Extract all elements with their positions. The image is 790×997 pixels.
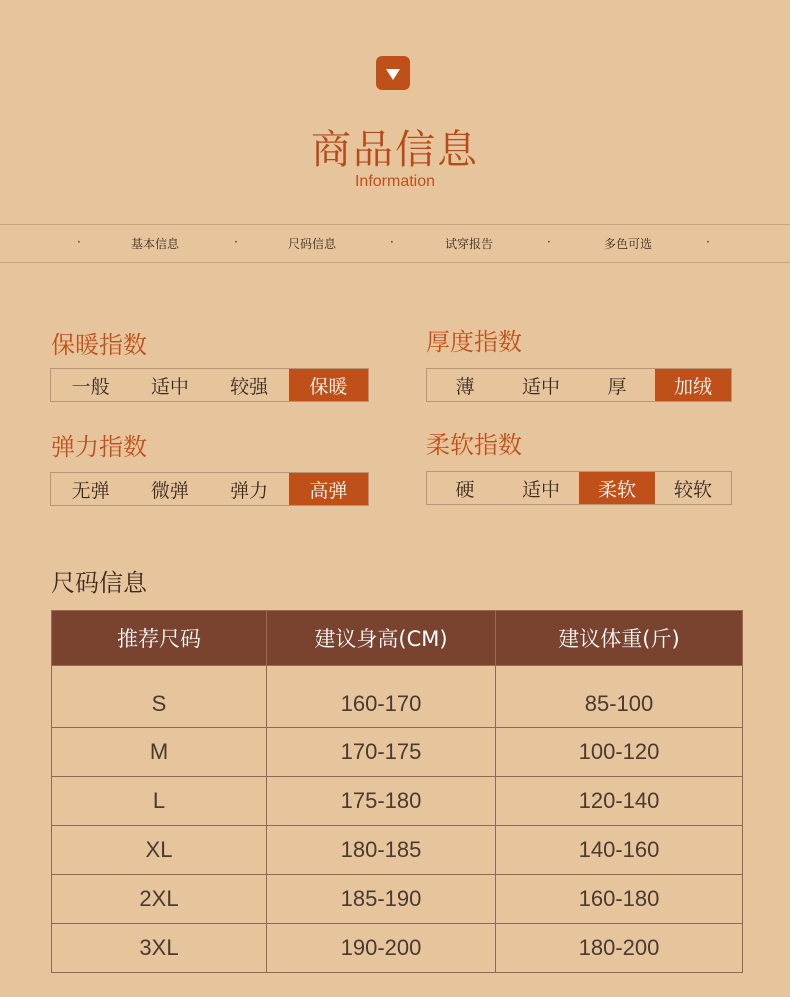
height-cell: 185-190 xyxy=(267,875,496,924)
size-cell: 2XL xyxy=(52,875,267,924)
warmth-option: 适中 xyxy=(150,375,189,398)
header-suggested-weight: 建议体重(斤) xyxy=(496,611,743,666)
size-table xyxy=(51,610,743,973)
height-cell: 160-170 xyxy=(267,666,496,728)
thickness-option: 厚 xyxy=(607,375,627,398)
weight-cell: 160-180 xyxy=(496,875,743,924)
table-row xyxy=(52,666,743,728)
elasticity-option: 高弹 xyxy=(289,473,368,505)
table-row xyxy=(52,728,743,777)
page-title: 商品信息 xyxy=(311,127,479,173)
height-cell: 170-175 xyxy=(267,728,496,777)
page-subtitle: Information xyxy=(354,173,436,190)
size-cell: S xyxy=(52,666,267,728)
softness-option: 较软 xyxy=(673,478,712,501)
warmth-index-bar xyxy=(50,368,369,402)
nav-separator: · xyxy=(390,235,394,249)
weight-cell: 180-200 xyxy=(496,924,743,973)
thickness-option: 适中 xyxy=(521,375,560,398)
table-row xyxy=(52,777,743,826)
thickness-option: 加绒 xyxy=(655,369,731,401)
nav-item-multi-color[interactable]: 多色可选 xyxy=(603,237,653,251)
weight-cell: 120-140 xyxy=(496,777,743,826)
nav-separator: · xyxy=(234,235,238,249)
nav-separator: · xyxy=(706,235,710,249)
table-row xyxy=(52,826,743,875)
elasticity-index-bar xyxy=(50,472,369,506)
softness-index-title: 柔软指数 xyxy=(426,431,522,459)
weight-cell: 85-100 xyxy=(496,666,743,728)
header-suggested-height: 建议身高(CM) xyxy=(267,611,496,666)
elasticity-option: 无弹 xyxy=(71,479,110,502)
softness-index-bar xyxy=(426,471,732,505)
elasticity-index-title: 弹力指数 xyxy=(51,433,147,461)
nav-separator: · xyxy=(77,235,81,249)
warmth-option: 一般 xyxy=(71,375,110,398)
size-table-header xyxy=(52,611,743,666)
size-cell: M xyxy=(52,728,267,777)
height-cell: 175-180 xyxy=(267,777,496,826)
height-cell: 180-185 xyxy=(267,826,496,875)
thickness-index-title: 厚度指数 xyxy=(426,328,522,356)
weight-cell: 140-160 xyxy=(496,826,743,875)
size-cell: L xyxy=(52,777,267,826)
size-cell: XL xyxy=(52,826,267,875)
nav-separator: · xyxy=(547,235,551,249)
down-arrow-badge xyxy=(376,56,410,90)
section-nav xyxy=(0,224,790,263)
softness-option: 柔软 xyxy=(579,472,655,504)
nav-item-size-info[interactable]: 尺码信息 xyxy=(287,237,337,251)
nav-item-try-on-report[interactable]: 试穿报告 xyxy=(444,237,494,251)
size-cell: 3XL xyxy=(52,924,267,973)
table-row xyxy=(52,875,743,924)
triangle-down-icon xyxy=(386,69,400,80)
table-row xyxy=(52,924,743,973)
warmth-index-title: 保暖指数 xyxy=(51,331,147,359)
softness-option: 适中 xyxy=(521,478,560,501)
warmth-option: 保暖 xyxy=(289,369,368,401)
nav-item-basic-info[interactable]: 基本信息 xyxy=(130,237,180,251)
elasticity-option: 弹力 xyxy=(230,479,269,502)
elasticity-option: 微弹 xyxy=(150,479,189,502)
warmth-option: 较强 xyxy=(230,375,269,398)
size-info-title: 尺码信息 xyxy=(51,569,147,597)
thickness-index-bar xyxy=(426,368,732,402)
thickness-option: 薄 xyxy=(455,375,475,398)
header-recommended-size: 推荐尺码 xyxy=(52,611,267,666)
softness-option: 硬 xyxy=(455,478,475,501)
height-cell: 190-200 xyxy=(267,924,496,973)
weight-cell: 100-120 xyxy=(496,728,743,777)
